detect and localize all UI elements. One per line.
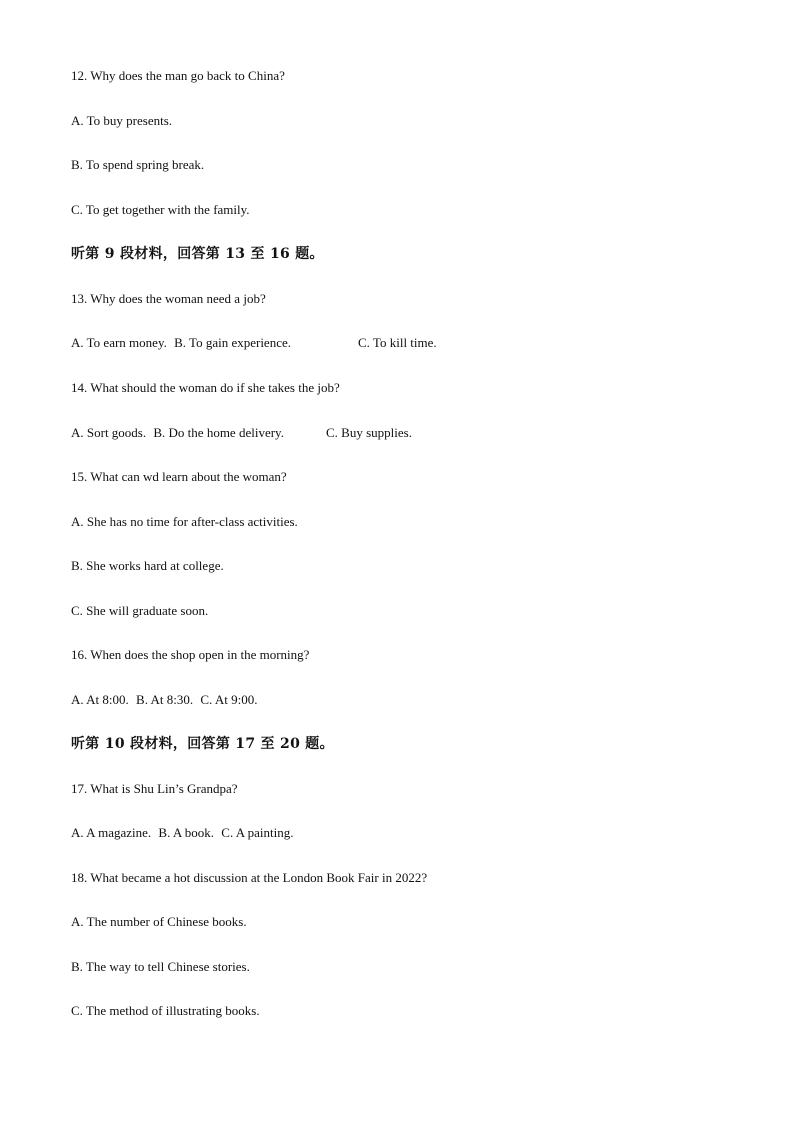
q17-option-b: B. A book. — [158, 825, 215, 840]
q15-option-b: B. She works hard at college. — [71, 558, 224, 573]
q17-option-a: A. A magazine. — [71, 825, 152, 840]
section-9-heading: 听第 9 段材料，回答第 13 至 16 题。 — [71, 246, 324, 262]
question-12: 12. Why does the man go back to China? — [71, 68, 285, 83]
q16-options — [71, 692, 257, 708]
question-15: 15. What can wd learn about the woman? — [71, 469, 287, 484]
q12-option-b: B. To spend spring break. — [71, 157, 205, 172]
q12-option-c: C. To get together with the family. — [71, 202, 250, 217]
question-16: 16. When does the shop open in the morning? — [71, 647, 310, 662]
q17-options — [71, 825, 294, 841]
q17-option-c: C. A painting. — [221, 825, 294, 840]
section-10-heading: 听第 10 段材料，回答第 17 至 20 题。 — [71, 736, 334, 752]
q14-option-a: A. Sort goods. — [71, 425, 147, 440]
q13-options — [71, 335, 437, 351]
q13-option-c: C. To kill time. — [358, 335, 437, 350]
q15-option-c: C. She will graduate soon. — [71, 603, 209, 618]
q13-option-b: B. To gain experience. — [174, 335, 291, 350]
q16-option-c: C. At 9:00. — [200, 692, 258, 707]
question-14: 14. What should the woman do if she takes the job? — [71, 380, 340, 395]
q18-option-a: A. The number of Chinese books. — [71, 914, 247, 929]
q14-option-b: B. Do the home delivery. — [153, 425, 284, 440]
question-17: 17. What is Shu Lin’s Grandpa? — [71, 781, 238, 796]
q14-options — [71, 425, 412, 441]
q13-option-a: A. To earn money. — [71, 335, 167, 350]
q18-option-c: C. The method of illustrating books. — [71, 1003, 260, 1018]
q16-option-a: A. At 8:00. — [71, 692, 129, 707]
q12-option-a: A. To buy presents. — [71, 113, 173, 128]
q14-option-c: C. Buy supplies. — [326, 425, 412, 440]
question-18: 18. What became a hot discussion at the London Book Fair in 2022? — [71, 870, 428, 885]
q16-option-b: B. At 8:30. — [136, 692, 194, 707]
question-13: 13. Why does the woman need a job? — [71, 291, 266, 306]
q15-option-a: A. She has no time for after-class activities. — [71, 514, 298, 529]
q18-option-b: B. The way to tell Chinese stories. — [71, 959, 250, 974]
